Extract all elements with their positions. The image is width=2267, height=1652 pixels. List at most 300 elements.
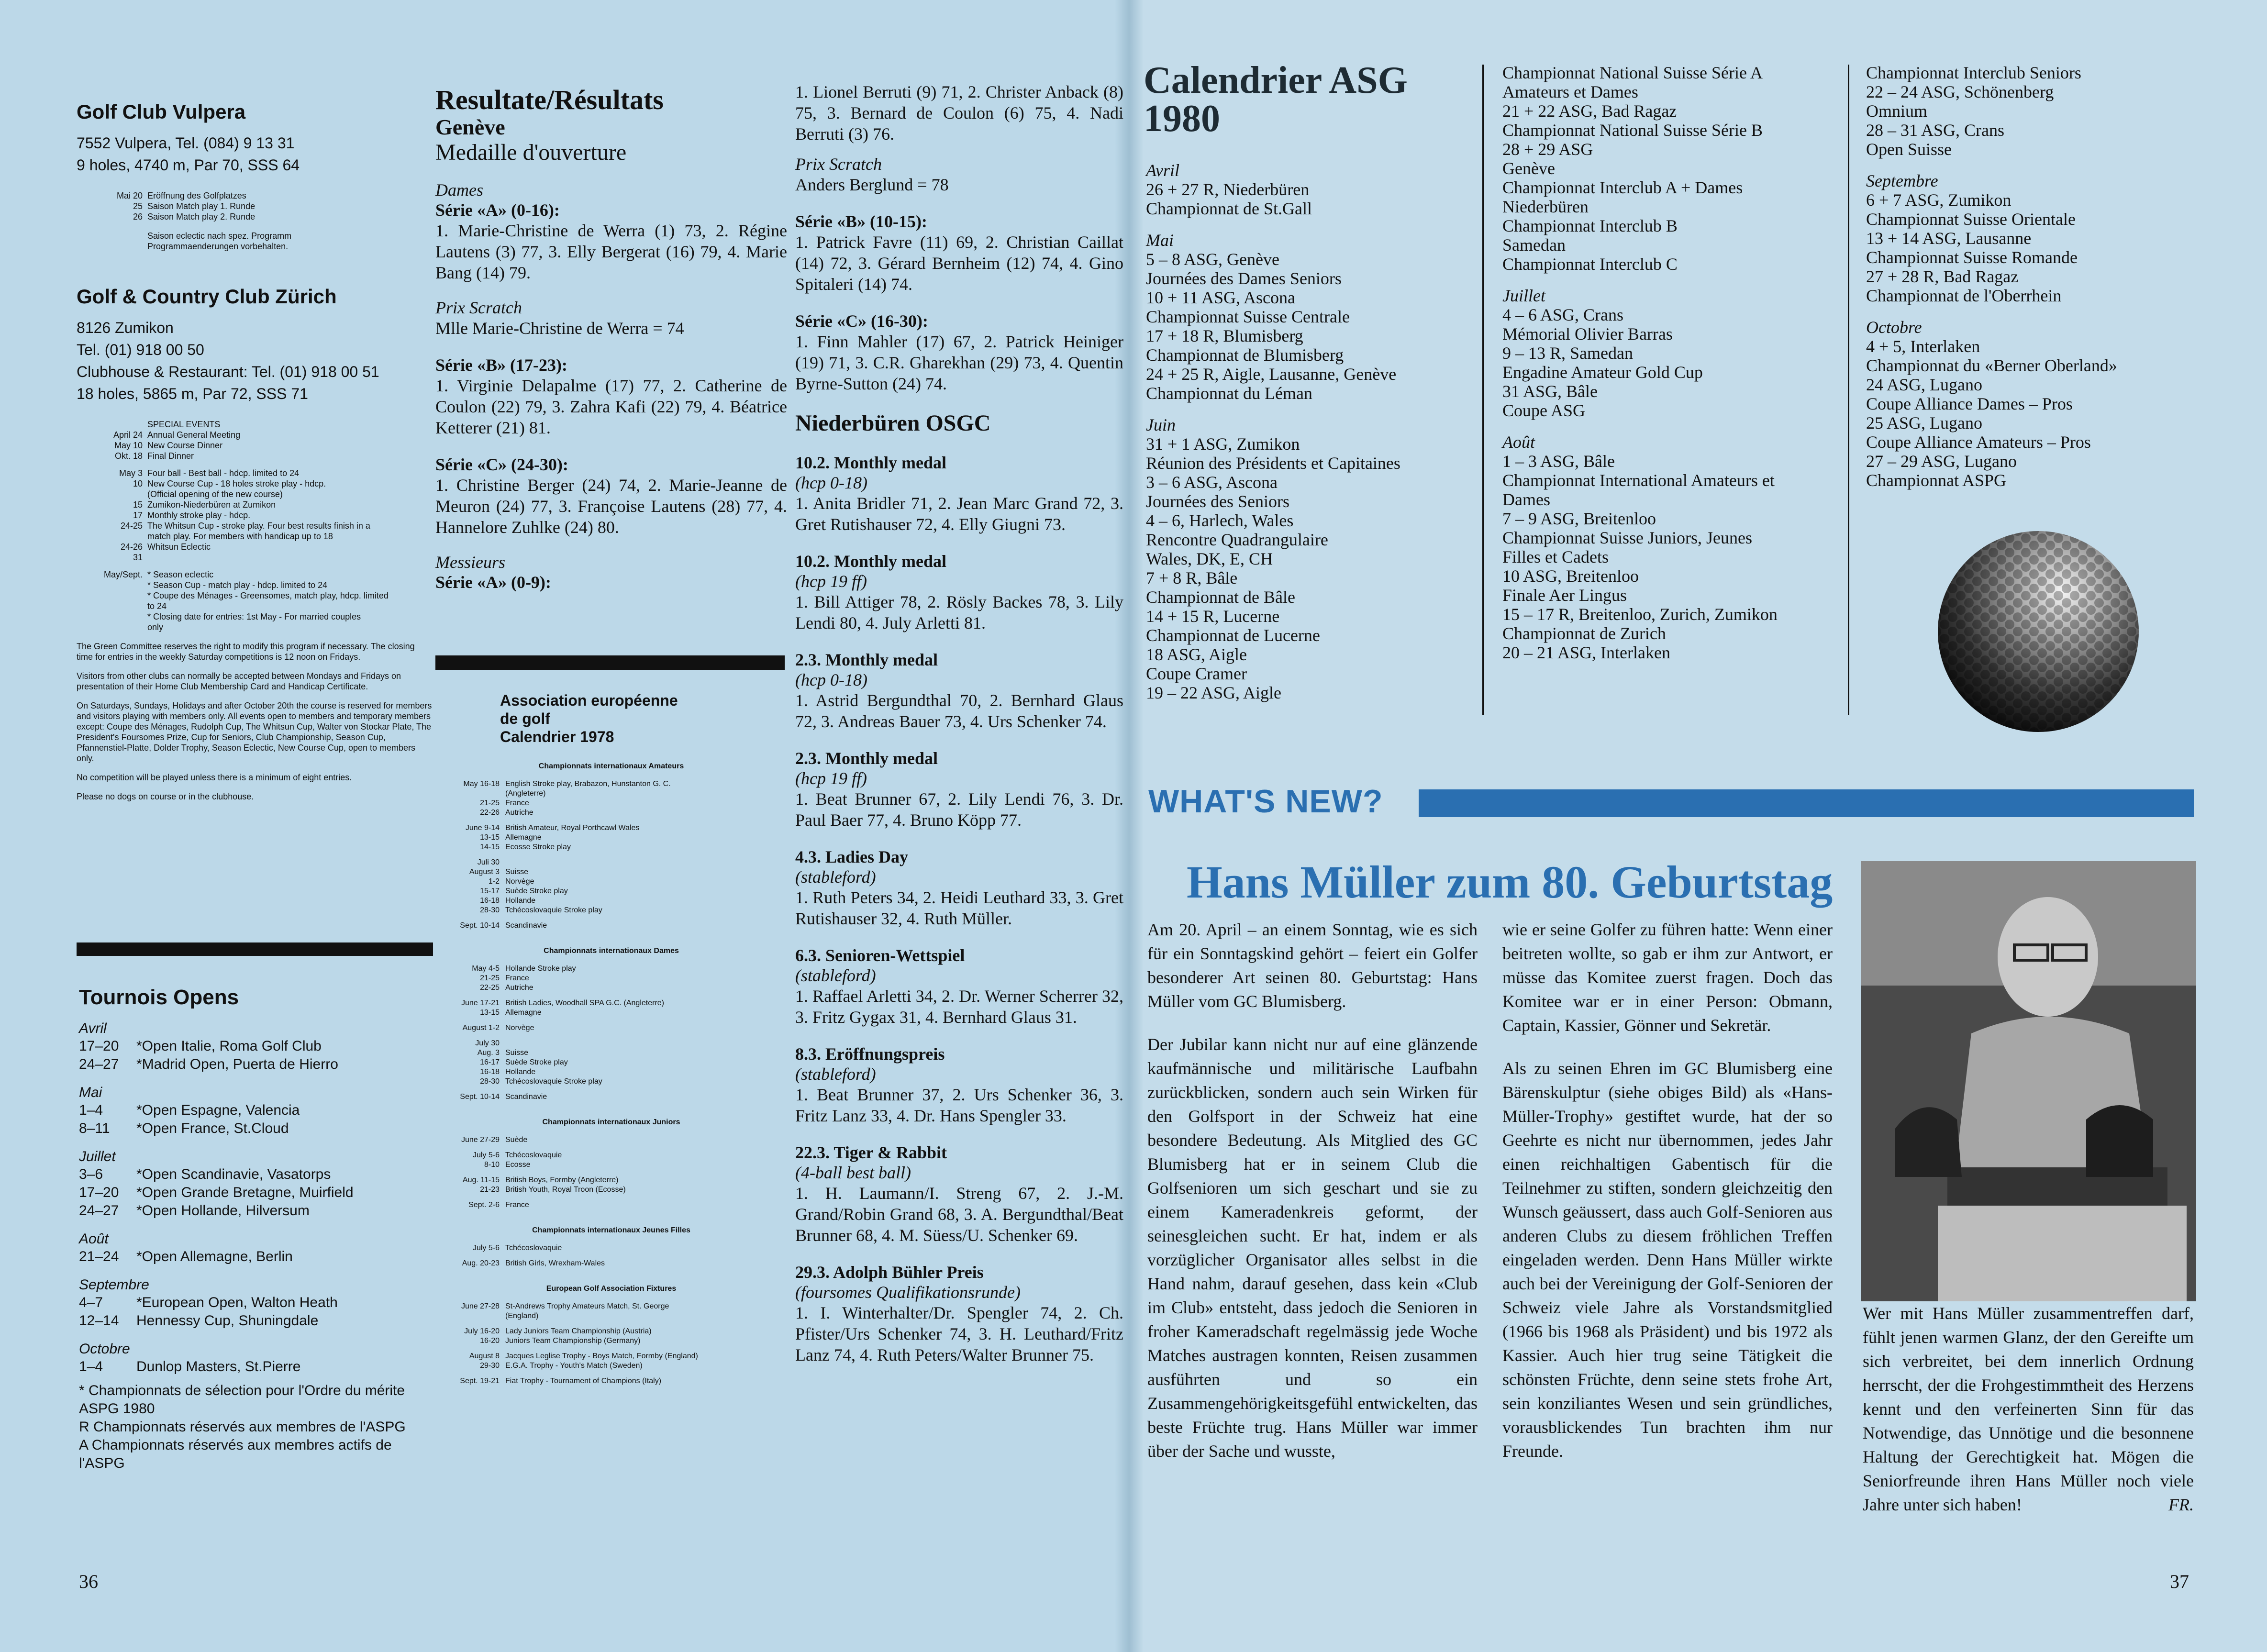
association-row [435, 1327, 787, 1336]
association-date: Sept. 2-6 [468, 1201, 500, 1209]
calendar-entry: Championnat Interclub B [1502, 216, 1678, 235]
calendar-month: Octobre [1866, 318, 1922, 337]
result-event-subtitle: (hcp 19 ff) [795, 769, 867, 788]
calendar-entry: Championnat Interclub Seniors [1866, 63, 2081, 82]
result-event-text: 1. H. Laumann/I. Streng 67, 2. J.-M. Grand/Robin Grand 68, 3. A. Bergundthal/Beat Brunner 68, 4. M. Süess/U. Schenker 69. [795, 1184, 1123, 1245]
result-event-subtitle: (hcp 0-18) [795, 473, 867, 492]
event-text: Saison Match play 1. Runde [147, 201, 256, 211]
event-text: Saison Match play 2. Runde [147, 212, 256, 222]
article-paragraph: Als zu seinen Ehren im GC Blumisberg eine Bärenskulptur (siehe obiges Bild) als «Hans-Müller-Trophy» gestiftet wurde, hat der so Geehrte es nicht nur übernommen, jedes Jahr einen reichhaltigen Gabentisch für die Teilnehmer zu stiften, sondern gleichzeitig den Wunsch geäussert, dass auch Golf-Senioren aus anderen Clubs zu diesem fröhlichen Treffen eingeladen werden. Denn Hans Müller wirkte auch bei der Vereinigung der Golf-Senioren der Schweiz viele Jahre als Vorstandsmitglied (1966 bis 1968 als Präsident) und bis 1972 als Kassier. Auch hier trug seine Tätigkeit die schönsten Früchte, denn seine stets frohe Art, sein konziliantes Wesen und sein gründliches, vorausblickendes Tun brachten ihm nur Freunde. [1502, 1059, 1833, 1461]
result-event-text: 1. Anita Bridler 71, 2. Jean Marc Grand 72, 3. Gret Rutishauser 72, 4. Elly Giugni 73. [795, 494, 1123, 534]
association-row [435, 1371, 787, 1376]
article-paragraph: Am 20. April – an einem Sonntag, wie es sich für ein Sonntagskind gehört – feiert ein Golfer besonderer Art seinen 80. Geburtstag: Hans Müller vom GC Blumisberg. [1147, 920, 1478, 1011]
association-event: Tchécoslovaquie [505, 1244, 562, 1252]
calendar-entry: Rencontre Quadrangulaire [1146, 530, 1328, 549]
association-event: Juniors Team Championship (Germany) [505, 1337, 641, 1345]
association-section-heading: Championnats internationaux Amateurs [538, 762, 684, 770]
tournament-name: Hennessy Cup, Shuningdale [136, 1313, 319, 1329]
association-date: July 30 [475, 1039, 500, 1047]
event-text [147, 552, 433, 563]
event-row [77, 563, 433, 569]
association-date: Juli 30 [477, 858, 500, 866]
association-event: Tchécoslovaquie [505, 1151, 562, 1159]
association-section-heading: European Golf Association Fixtures [546, 1285, 677, 1293]
association-event: Norvège [505, 877, 534, 886]
club-block [77, 285, 433, 802]
association-event: British Ladies, Woodhall SPA G.C. (Angleterre) [505, 999, 664, 1007]
association-date: 16-20 [480, 1337, 500, 1345]
tournament-row [79, 1101, 433, 1120]
association-date: 21-25 [480, 799, 500, 807]
calendar-entry: Championnat de Lucerne [1146, 626, 1320, 645]
event-row [77, 499, 433, 510]
event-date: Mai 20 [116, 191, 143, 200]
association-row [435, 1039, 787, 1048]
tournament-note: A Championnats réservés aux membres actifs de l'ASPG [79, 1437, 392, 1471]
result-event-subtitle: (foursomes Qualifikationsrunde) [795, 1283, 1021, 1302]
calendar-entry: Championnat Suisse Romande [1866, 248, 2078, 267]
calendar-entry: Dames [1502, 490, 1550, 509]
association-event: Allemagne [505, 833, 542, 842]
association-row [435, 993, 787, 998]
tournament-name: *Madrid Open, Puerta de Hierro [136, 1056, 338, 1072]
club-block [77, 100, 433, 252]
calendar-entry: 4 – 6 ASG, Crans [1502, 305, 1624, 324]
association-row [435, 1321, 787, 1327]
club-info-line: Clubhouse & Restaurant: Tel. (01) 918 00 51 [77, 363, 379, 380]
calendar-entry: Coupe Alliance Amateurs – Pros [1866, 432, 2091, 452]
calendar-entry: 24 + 25 R, Aigle, Lausanne, Genève [1146, 365, 1397, 384]
association-date: June 9-14 [465, 824, 500, 832]
result-event-block [795, 1044, 1123, 1126]
event-text: Final Dinner [147, 451, 194, 461]
association-section-heading: Championnats internationaux Jeunes Filles [532, 1226, 690, 1234]
club-events [77, 419, 433, 632]
association-row [435, 1195, 787, 1200]
whats-new-kicker: WHAT'S NEW? [1148, 783, 1383, 820]
event-text: Zumikon-Niederbüren at Zumikon [147, 500, 276, 510]
association-row [435, 1253, 787, 1259]
association-event: France [505, 799, 529, 807]
result-event-title: 2.3. Monthly medal [795, 650, 938, 669]
result-event-title: 29.3. Adolph Bühler Preis [795, 1263, 984, 1282]
association-row [435, 1092, 787, 1102]
calendar-entry: Championnat de Blumisberg [1146, 345, 1344, 365]
result-event-title: 22.3. Tiger & Rabbit [795, 1143, 947, 1162]
result-event-title: 6.3. Senioren-Wettspiel [795, 946, 965, 965]
calendar-entry: Championnat International Amateurs et [1502, 471, 1775, 490]
tournament-name: *Open France, St.Cloud [136, 1120, 289, 1136]
calendar-entry: 24 ASG, Lugano [1866, 375, 1982, 394]
event-row [77, 478, 433, 499]
club-info-line: 9 holes, 4740 m, Par 70, SSS 64 [77, 156, 300, 174]
club-name: Golf & Country Club Zürich [77, 285, 337, 308]
result-event-text: 1. Beat Brunner 67, 2. Lily Lendi 76, 3. Dr. Paul Baer 77, 4. Bruno Köpp 77. [795, 789, 1123, 830]
club-info-line: 18 holes, 5865 m, Par 72, SSS 71 [77, 385, 308, 402]
event-text: * Season eclectic * Season Cup - match play - hdcp. limited to 24 * Coupe des Ménages - Greensomes, match play, hdcp. limited to 24 * Closing date for entries: 1st May - For married couples only [147, 570, 389, 632]
calendar-column-1 [1146, 148, 1462, 702]
association-row [435, 858, 787, 867]
article-paragraph: wie er seine Golfer zu führen hatte: Wenn einer beitreten wollte, so gab er ihm zur Antwort, er müsse das Komitee zuerst fragen. Doch das Komitee war er in einer Person: Obmann, Captain, Kassier, Gönner und Sekretär. [1502, 920, 1833, 1035]
club-note: The Green Committee reserves the right to modify this program if necessary. The closing time for entries in the weekly Saturday competitions is 12 noon on Fridays. [77, 642, 415, 662]
event-text [147, 563, 433, 569]
calendar-entry: 4 – 6, Harlech, Wales [1146, 511, 1294, 530]
association-top-bar [435, 655, 785, 670]
hans-mueller-photo [1861, 861, 2196, 1301]
event-date: May 10 [114, 441, 143, 450]
result-event-text: 1. Bill Attiger 78, 2. Rösly Backes 78, 3. Lily Lendi 80, 4. July Arletti 81. [795, 592, 1123, 632]
association-row [435, 983, 787, 993]
association-calendar-1978 [435, 691, 787, 1386]
result-event-subtitle: (stableford) [795, 966, 876, 985]
association-date: Aug. 11-15 [462, 1176, 500, 1184]
calendar-entry: 18 ASG, Aigle [1146, 645, 1247, 664]
article-title: Hans Müller zum 80. Geburtstag [1187, 856, 1833, 908]
club-info-line: 8126 Zumikon [77, 319, 174, 336]
association-row [435, 1135, 787, 1145]
association-date [435, 1195, 505, 1200]
club-note: Saison eclectic nach spez. Programm Programmaenderungen vorbehalten. [147, 231, 292, 251]
association-event: Suède [505, 1136, 528, 1144]
tournament-dates: 1–4 [79, 1359, 103, 1375]
club-name: Golf Club Vulpera [77, 100, 246, 123]
association-section-heading: Championnats internationaux Juniors [542, 1118, 680, 1126]
association-row [435, 964, 787, 974]
association-row [435, 1336, 787, 1346]
event-date: 25 [133, 201, 143, 211]
association-date: 28-30 [480, 1077, 500, 1086]
result-event-block [795, 847, 1123, 929]
association-row [435, 974, 787, 983]
tournament-month: Juillet [79, 1149, 116, 1164]
result-event-text: 1. Astrid Bergundthal 70, 2. Bernhard Glaus 72, 3. Andreas Bauer 73, 4. Urs Schenker 74. [795, 691, 1123, 731]
association-date: 28-30 [480, 906, 500, 914]
calendar-entry: Championnat Suisse Juniors, Jeunes [1502, 528, 1752, 547]
event-date: May 3 [119, 468, 143, 478]
association-row [435, 823, 787, 833]
calendar-entry: 5 – 8 ASG, Genève [1146, 250, 1279, 269]
tournament-row [79, 1294, 433, 1312]
calendar-entry: 7 + 8 R, Bâle [1146, 568, 1238, 588]
event-date [77, 461, 147, 468]
article-paragraph: Der Jubilar kann nicht nur auf eine glänzende kaufmännische und militärische Laufbahn zurückblicken, sondern auch sein Wirken für den Golfsport in der Schweiz hat eine besondere Bedeutung. Als Mitglied des GC Blumisberg hat er in seinem Club die Golfsenioren um sich geschart und sie zu einem Kameradenkreis geformt, der seinesgleichen sucht. Er hat, indem er als vorzüglicher Organisator alles selbst in die Hand nahm, darauf gesehen, dass kein «Club im Club» entsteht, dass jedoch die Senioren in froher Kameradschaft regelmässig jede Woche Matches austragen konnten, Reisen zusammen ausführten und so ein Zusammengehörigkeitsgefühl entwickelten, das beste Früchte trug. Hans Müller war immer über der Sache und wusste, [1147, 1035, 1478, 1461]
calendar-entry: 7 – 9 ASG, Breitenloo [1502, 509, 1656, 528]
result-sec: Niederbüren OSGC [795, 410, 991, 436]
event-date: 24-25 [120, 521, 143, 531]
calendar-entry: Niederbüren [1502, 197, 1589, 216]
result-body: Mlle Marie-Christine de Werra = 74 [435, 319, 684, 338]
event-text: Annual General Meeting [147, 430, 241, 440]
event-row [77, 569, 433, 632]
article-column-3 [1863, 1301, 2194, 1517]
tournament-month: Octobre [79, 1341, 130, 1357]
calendar-entry: Coupe Alliance Dames – Pros [1866, 394, 2073, 413]
association-date: June 27-28 [461, 1302, 500, 1310]
result-it: Prix Scratch [435, 298, 522, 317]
calendar-entry: Championnat ASPG [1866, 471, 2007, 490]
calendar-month: Septembre [1866, 171, 1938, 190]
event-date: 10 [133, 479, 143, 488]
result-event-block [795, 1142, 1123, 1246]
association-event: Jacques Leglise Trophy - Boys Match, Formby (England) [505, 1352, 698, 1360]
event-row [77, 542, 433, 552]
event-text: Four ball - Best ball - hdcp. limited to 24 [147, 468, 300, 478]
calendar-column-3 [1866, 63, 2153, 490]
golf-ball-image [1928, 524, 2148, 739]
association-date: Aug. 3 [477, 1049, 500, 1057]
association-event: Scandinavie [505, 1093, 547, 1101]
event-row [77, 440, 433, 451]
result-body: 1. Patrick Favre (11) 69, 2. Christian Caillat (14) 72, 3. Gérard Bernheim (12) 74, 4. Gino Spitaleri (14) 74. [795, 233, 1123, 294]
association-date: 22-26 [480, 809, 500, 817]
association-date: July 5-6 [472, 1244, 500, 1252]
association-event: Suisse [505, 868, 529, 876]
tournament-name: *Open Espagne, Valencia [136, 1102, 300, 1118]
calendar-entry: Samedan [1502, 235, 1566, 255]
calendar-entry: 17 + 18 R, Blumisberg [1146, 326, 1303, 345]
tournament-name: Dunlop Masters, St.Pierre [136, 1359, 301, 1375]
association-date: Sept. 19-21 [460, 1377, 500, 1385]
tournament-dates: 4–7 [79, 1295, 103, 1310]
result-cat: Série «B» (10-15): [795, 212, 927, 231]
association-date: July 5-6 [472, 1151, 500, 1159]
association-date [435, 1018, 505, 1023]
tournois-title: Tournois Opens [79, 986, 239, 1009]
tournament-name: *Open Allemagne, Berlin [136, 1249, 293, 1264]
calendar-entry: 15 – 17 R, Breitenloo, Zurich, Zumikon [1502, 605, 1778, 624]
association-date: 29-30 [480, 1362, 500, 1370]
calendar-entry: 3 – 6 ASG, Ascona [1146, 473, 1278, 492]
event-date: May/Sept. [103, 570, 143, 579]
result-event-subtitle: (stableford) [795, 867, 876, 887]
event-row [77, 451, 433, 461]
result-event-text: 1. Beat Brunner 37, 2. Urs Schenker 36, 3. Fritz Lanz 33, 4. Dr. Hans Spengler 33. [795, 1085, 1123, 1125]
event-date: 15 [133, 500, 143, 510]
calendar-title: Calendrier ASG 1980 [1144, 59, 1408, 140]
calendar-entry: 21 + 22 ASG, Bad Ragaz [1502, 101, 1677, 121]
calendar-entry: Championnat du Léman [1146, 384, 1312, 403]
tournament-dates: 8–11 [79, 1120, 110, 1136]
association-row [435, 808, 787, 818]
association-event: Ecosse [505, 1161, 531, 1169]
calendar-entry: 28 + 29 ASG [1502, 140, 1593, 159]
association-row [435, 833, 787, 843]
tournament-row [79, 1120, 433, 1138]
calendar-entry: Championnat de St.Gall [1146, 199, 1312, 218]
association-event: Hollande Stroke play [505, 965, 576, 973]
association-row [435, 1023, 787, 1033]
events-heading-spacer [77, 419, 147, 430]
association-row [435, 1077, 787, 1087]
event-row [77, 552, 433, 563]
association-date: August 3 [469, 868, 500, 876]
event-date: 31 [133, 553, 143, 562]
association-date: June 17-21 [461, 999, 500, 1007]
result-body: 1. Christine Berger (24) 74, 2. Marie-Jeanne de Meuron (24) 77, 3. Françoise Lautens (28) 77, 4. Hannelore Zuhlke (24) 80. [435, 476, 787, 537]
result-body: Anders Berglund = 78 [795, 175, 949, 194]
association-event: Allemagne [505, 1009, 542, 1017]
association-row [435, 1361, 787, 1371]
association-date: August 8 [469, 1352, 500, 1360]
tournament-dates: 1–4 [79, 1102, 103, 1118]
calendar-entry: 4 + 5, Interlaken [1866, 337, 1980, 356]
calendar-entry: Championnat National Suisse Série A [1502, 63, 1763, 82]
association-row [435, 998, 787, 1008]
association-row [435, 915, 787, 921]
club-note: Visitors from other clubs can normally be accepted between Mondays and Fridays on presentation of their Home Club Membership Card and Handicap Certificate. [77, 671, 401, 691]
association-event: St-Andrews Trophy Amateurs Match, St. George (England) [505, 1302, 669, 1320]
association-row [435, 1067, 787, 1077]
association-date [435, 1087, 505, 1092]
calendar-entry: 13 + 14 ASG, Lausanne [1866, 229, 2032, 248]
calendar-entry: Wales, DK, E, CH [1146, 549, 1273, 568]
result-event-title: 4.3. Ladies Day [795, 847, 909, 866]
association-event: E.G.A. Trophy - Youth's Match (Sweden) [505, 1362, 643, 1370]
result-event-block [795, 945, 1123, 1028]
calendar-month: Juin [1146, 415, 1176, 434]
event-date: 17 [133, 510, 143, 520]
association-event: Suède Stroke play [505, 887, 568, 895]
calendar-entry: Championnat Suisse Centrale [1146, 307, 1350, 326]
association-row [435, 906, 787, 915]
club-events [77, 190, 433, 222]
calendar-entry: Open Suisse [1866, 140, 1952, 159]
tournament-row [79, 1165, 433, 1184]
calendar-entry: Championnat Interclub A + Dames [1502, 178, 1743, 197]
association-date [435, 1346, 505, 1352]
association-event: France [505, 1201, 529, 1209]
association-row [435, 843, 787, 852]
result-body: 1. Marie-Christine de Werra (1) 73, 2. Régine Lautens (3) 77, 3. Elly Bergerat (16) 79, 4. Marie Bang (14) 79. [435, 221, 787, 282]
results-place: Genève [435, 115, 505, 139]
calendar-entry: Championnat du «Berner Oberland» [1866, 356, 2117, 375]
association-date: 13-15 [480, 1009, 500, 1017]
tournament-month: Août [79, 1231, 109, 1247]
tournament-name: *Open Grande Bretagne, Muirfield [136, 1185, 354, 1200]
association-row [435, 1033, 787, 1039]
association-date [435, 1170, 505, 1175]
association-date: August 1-2 [462, 1024, 500, 1032]
tournament-month: Septembre [79, 1277, 149, 1293]
article-column-2 [1502, 918, 1833, 1482]
association-event: Lady Juniors Team Championship (Austria) [505, 1327, 652, 1335]
event-text: Whitsun Eclectic [147, 542, 211, 552]
event-row [77, 211, 433, 222]
event-row [77, 468, 433, 478]
calendar-divider-2 [1848, 65, 1849, 715]
calendar-entry: Genève [1502, 159, 1555, 178]
calendar-entry: 26 + 27 R, Niederbüren [1146, 180, 1310, 199]
association-row [435, 896, 787, 906]
calendar-entry: Journées des Seniors [1146, 492, 1289, 511]
tournament-row [79, 1184, 433, 1202]
association-event: Autriche [505, 984, 533, 992]
result-body: 1. Finn Mahler (17) 67, 2. Patrick Heiniger (19) 71, 3. C.R. Gharekhan (29) 73, 4. Quentin Byrne-Sutton (24) 74. [795, 332, 1123, 393]
association-date [435, 852, 505, 858]
association-date [435, 1371, 505, 1376]
association-row [435, 1352, 787, 1361]
result-event-block [795, 650, 1123, 732]
association-row [435, 1259, 787, 1268]
tournament-dates: 12–14 [79, 1313, 119, 1329]
article-column-1 [1147, 918, 1478, 1482]
association-row [435, 1185, 787, 1195]
association-date: Sept. 10-14 [460, 1093, 500, 1101]
calendar-entry: Coupe ASG [1502, 401, 1586, 420]
tournois-opens-section [79, 986, 433, 1473]
tournament-note: R Championnats réservés aux membres de l'ASPG [79, 1419, 406, 1435]
result-event-title: 10.2. Monthly medal [795, 552, 947, 571]
tournament-name: *Open Scandinavie, Vasatorps [136, 1166, 331, 1182]
association-row [435, 852, 787, 858]
calendar-entry: Mémorial Olivier Barras [1502, 324, 1673, 344]
event-text: The Whitsun Cup - stroke play. Four best results finish in a match play. For members with handicap up to 18 [147, 521, 370, 541]
association-event: Norvège [505, 1024, 534, 1032]
event-date: 26 [133, 212, 143, 222]
result-event-title: 10.2. Monthly medal [795, 453, 947, 472]
association-date [435, 1253, 505, 1259]
calendar-entry: 31 + 1 ASG, Zumikon [1146, 434, 1300, 454]
result-it: Prix Scratch [795, 155, 882, 174]
association-section-heading: Championnats internationaux Dames [544, 947, 679, 955]
calendar-entry: Championnat de Bâle [1146, 588, 1295, 607]
calendar-entry: Filles et Cadets [1502, 547, 1609, 566]
result-it: Messieurs [435, 553, 505, 572]
association-event: Tchécoslovaquie Stroke play [505, 1077, 602, 1086]
calendar-entry: 10 + 11 ASG, Ascona [1146, 288, 1295, 307]
association-date: May 16-18 [463, 780, 500, 788]
association-date: Sept. 10-14 [460, 921, 500, 930]
results-continued-column [795, 81, 1123, 1365]
tournament-note: * Championnats de sélection pour l'Ordre du mérite ASPG 1980 [79, 1383, 405, 1417]
event-date [77, 563, 147, 569]
association-event: Suède Stroke play [505, 1058, 568, 1066]
association-date: 8-10 [484, 1161, 500, 1169]
result-event-text: 1. I. Winterhalter/Dr. Spengler 74, 2. Ch. Pfister/Urs Schenker 74, 3. H. Leuthard/Fritz Lanz 74, 4. Ruth Peters/Walter Brunner 75. [795, 1303, 1123, 1364]
event-row [77, 201, 433, 211]
calendar-divider-1 [1482, 65, 1484, 715]
association-event: British Amateur, Royal Porthcawl Wales [505, 824, 640, 832]
calendar-entry: 28 – 31 ASG, Crans [1866, 121, 2005, 140]
result-catnm: Série «A» (0-16): [435, 200, 560, 220]
association-row [435, 867, 787, 877]
tournament-month: Mai [79, 1085, 102, 1100]
result-event-block [795, 453, 1123, 535]
tournament-name: *European Open, Walton Heath [136, 1295, 338, 1310]
association-row [435, 1175, 787, 1185]
calendar-entry: Championnat National Suisse Série B [1502, 121, 1763, 140]
tournament-name: *Open Hollande, Hilversum [136, 1203, 310, 1219]
calendar-entry: 1 – 3 ASG, Bâle [1502, 452, 1615, 471]
event-date: April 24 [113, 430, 143, 440]
calendar-entry: 27 – 29 ASG, Lugano [1866, 452, 2017, 471]
calendar-entry: Amateurs et Dames [1502, 82, 1638, 101]
events-heading-text: SPECIAL EVENTS [147, 420, 221, 429]
association-row [435, 1346, 787, 1352]
tournament-dates: 21–24 [79, 1249, 119, 1264]
event-row [77, 430, 433, 440]
calendar-month: Août [1502, 432, 1535, 452]
association-date [435, 818, 505, 823]
association-row [435, 1087, 787, 1092]
association-event: Hollande [505, 897, 536, 905]
event-date: 24-26 [120, 542, 143, 552]
whats-new-bar [1419, 789, 2194, 817]
results-title: Resultate/Résultats [435, 84, 664, 115]
tournament-dates: 17–20 [79, 1038, 119, 1054]
club-column [77, 100, 433, 802]
article-closing-paragraph: Wer mit Hans Müller zusammentreffen darf, fühlt jenen warmen Glanz, der den Gereifte um sich verbreitet, bei dem innerlich Ordnung herrscht, der die Frohgestimmtheit des Herzens kennt und den verfeinerten Sinn für das Notwendige, das Unnötige und die besonnene Haltung der Gerechtigkeit hat. Mögen die Seniorfreunde ihren Hans Müller noch viele Jahre unter sich haben! [1863, 1304, 2194, 1514]
